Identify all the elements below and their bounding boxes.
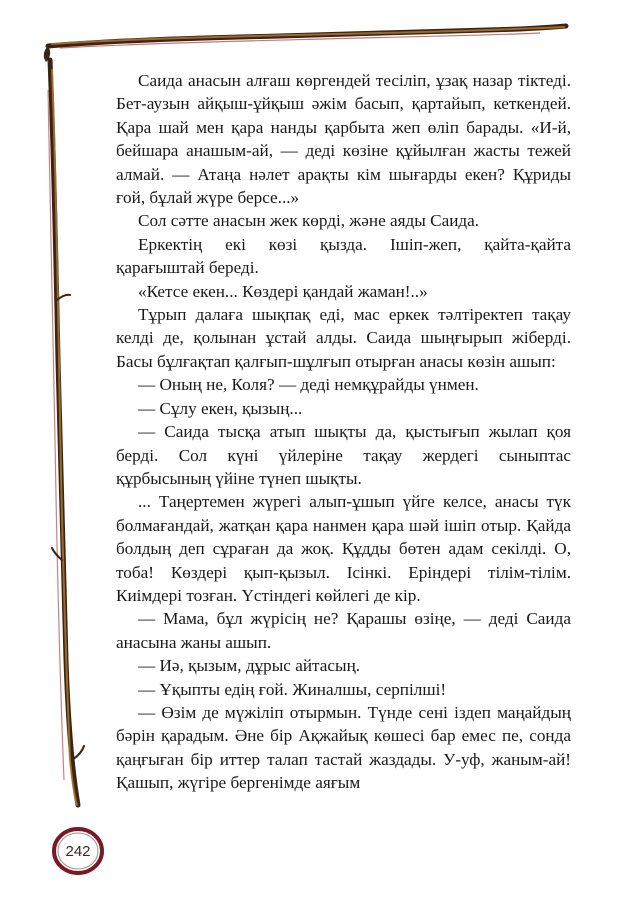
paragraph: Тұрып далаға шықпақ еді, мас еркек тәлтіректеп тақау келді де, қолынан ұстай алды. Саида шыңғырып жіберді. Басы бұлғақтап қалғып-шұлғып отырған анасы көзін ашып: xyxy=(116,305,571,371)
paragraph: «Кетсе екен... Көздері қандай жаман!..» xyxy=(138,281,428,301)
paragraph: — Саида тысқа атып шықты да, қыстығып жылап қоя берді. Сол күні үйлеріне тақау жердегі сыныптас құрбысының үйіне түнеп шықты. xyxy=(116,422,571,488)
main-text xyxy=(116,69,571,795)
paragraph: Еркектің екі көзі қызда. Ішіп-жеп, қайта-қайта қарағыштай береді. xyxy=(116,234,571,278)
paragraph: — Сұлу екен, қызың... xyxy=(138,398,303,418)
paragraph: ... Таңертемен жүрегі алып-ұшып үйге келсе, анасы түк болмағандай, жатқан қара нанмен қара шәй ішіп отыр. Қайда болдың деп сұраған да жоқ. Құдды бөтен адам секілді. О, тоба! Көздері қып-қызыл. Ісінкі. Еріндері тілім-тілім. Киімдері тозған. Үстіндегі көйлегі де кір. xyxy=(116,492,571,605)
paragraph: — Иә, қызым, дұрыс айтасың. xyxy=(138,656,361,676)
paragraph: — Оның не, Коля? — деді немқұрайды үнмен. xyxy=(138,375,479,395)
paragraph: Саида анасын алғаш көргендей тесіліп, ұзақ назар тіктеді. Бет-аузын айқыш-ұйқыш әжім басып, қартайып, кеткендей. Қара шай мен қара нанды қарбыта жеп өліп барады. «И-й, бейшара анашым-ай, — деді көзіне құйылған жасты тежей алмай. — Атаңа нәлет арақты кім шығарды екен? Құриды ғой, бұлай жүре берсе...» xyxy=(116,71,571,208)
page-number: 242 xyxy=(65,843,91,860)
paragraph: Сол сәтте анасын жек көрді, және аяды Саида. xyxy=(138,211,480,231)
paragraph: — Ұқыпты едің ғой. Жиналшы, серпілші! xyxy=(138,679,447,699)
paragraph: — Мама, бұл жүрісің не? Қарашы өзіңе, — деді Саида анасына жаны ашып. xyxy=(116,609,571,652)
paragraph: — Өзім де мүжіліп отырмын. Түнде сені іздеп маңайдың бәрін қарадым. Әне бір Ақжайық көшесі бар емес пе, сонда қаңғыған бір иттер талап тастай жаздады. У-уф, жаным-ай! Қашып, жүгіре бергенімде аяғым xyxy=(116,702,571,793)
